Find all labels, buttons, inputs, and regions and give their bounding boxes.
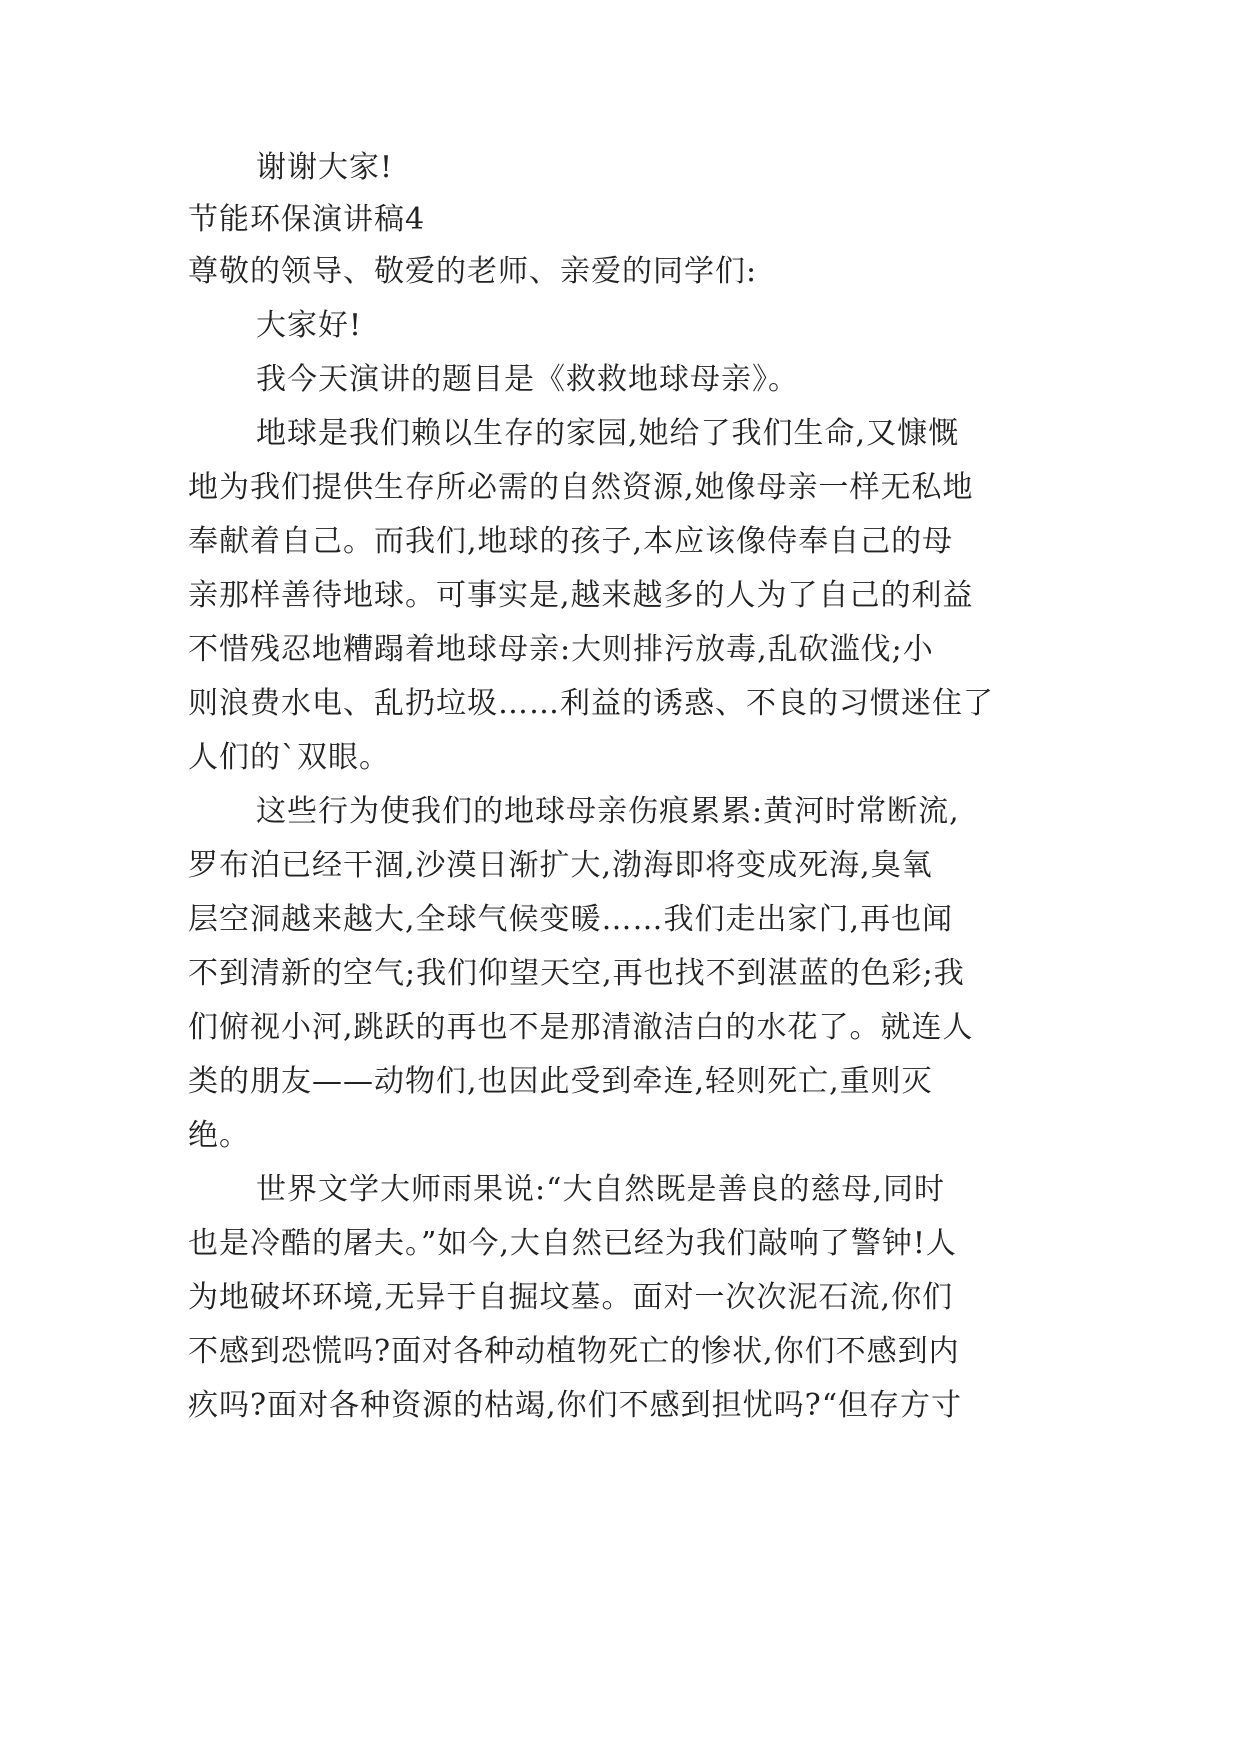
paragraph-3-line-2: 也是冷酷的屠夫。”如今,大自然已经为我们敲响了警钟!人 <box>188 1226 957 1261</box>
salutation: 尊敬的领导、敬爱的老师、亲爱的同学们: <box>188 254 758 289</box>
paragraph-3-line-3: 为地破坏环境,无异于自掘坟墓。面对一次次泥石流,你们 <box>188 1280 954 1315</box>
paragraph-1-line-6: 则浪费水电、乱扔垃圾……利益的诱惑、不良的习惯迷住了 <box>188 686 994 721</box>
paragraph-2-line-6: 类的朋友——动物们,也因此受到牵连,轻则死亡,重则灭 <box>188 1064 933 1099</box>
paragraph-1-line-1: 地球是我们赖以生存的家园,她给了我们生命,又慷慨 <box>256 416 960 451</box>
greeting: 大家好! <box>256 308 363 343</box>
paragraph-1-line-4: 亲那样善待地球。可事实是,越来越多的人为了自己的利益 <box>188 578 974 613</box>
paragraph-3-line-1: 世界文学大师雨果说:“大自然既是善良的慈母,同时 <box>256 1172 945 1207</box>
paragraph-2-line-5: 们俯视小河,跳跃的再也不是那清澈洁白的水花了。就连人 <box>188 1010 974 1045</box>
paragraph-2-line-2: 罗布泊已经干涸,沙漠日渐扩大,渤海即将变成死海,臭氧 <box>188 848 933 883</box>
paragraph-1-line-2: 地为我们提供生存所必需的自然资源,她像母亲一样无私地 <box>188 470 974 505</box>
section-title: 节能环保演讲稿4 <box>188 202 426 237</box>
paragraph-2-line-7: 绝。 <box>188 1118 250 1153</box>
paragraph-1-line-5: 不惜残忍地糟蹋着地球母亲:大则排污放毒,乱砍滥伐;小 <box>188 632 934 667</box>
paragraph-3-line-4: 不感到恐慌吗?面对各种动植物死亡的惨状,你们不感到内 <box>188 1334 960 1369</box>
paragraph-2-line-3: 层空洞越来越大,全球气候变暖……我们走出家门,再也闻 <box>188 902 954 937</box>
paragraph-2-line-1: 这些行为使我们的地球母亲伤痕累累:黄河时常断流, <box>256 794 960 829</box>
paragraph-1-line-7: 人们的`双眼。 <box>188 740 390 775</box>
paragraph-3-line-5: 疚吗?面对各种资源的枯竭,你们不感到担忧吗?“但存方寸 <box>188 1388 963 1423</box>
closing-line: 谢谢大家! <box>256 150 394 185</box>
speech-topic: 我今天演讲的题目是《救救地球母亲》。 <box>256 362 799 397</box>
paragraph-1-line-3: 奉献着自己。而我们,地球的孩子,本应该像侍奉自己的母 <box>188 524 954 559</box>
paragraph-2-line-4: 不到清新的空气;我们仰望天空,再也找不到湛蓝的色彩;我 <box>188 956 965 991</box>
